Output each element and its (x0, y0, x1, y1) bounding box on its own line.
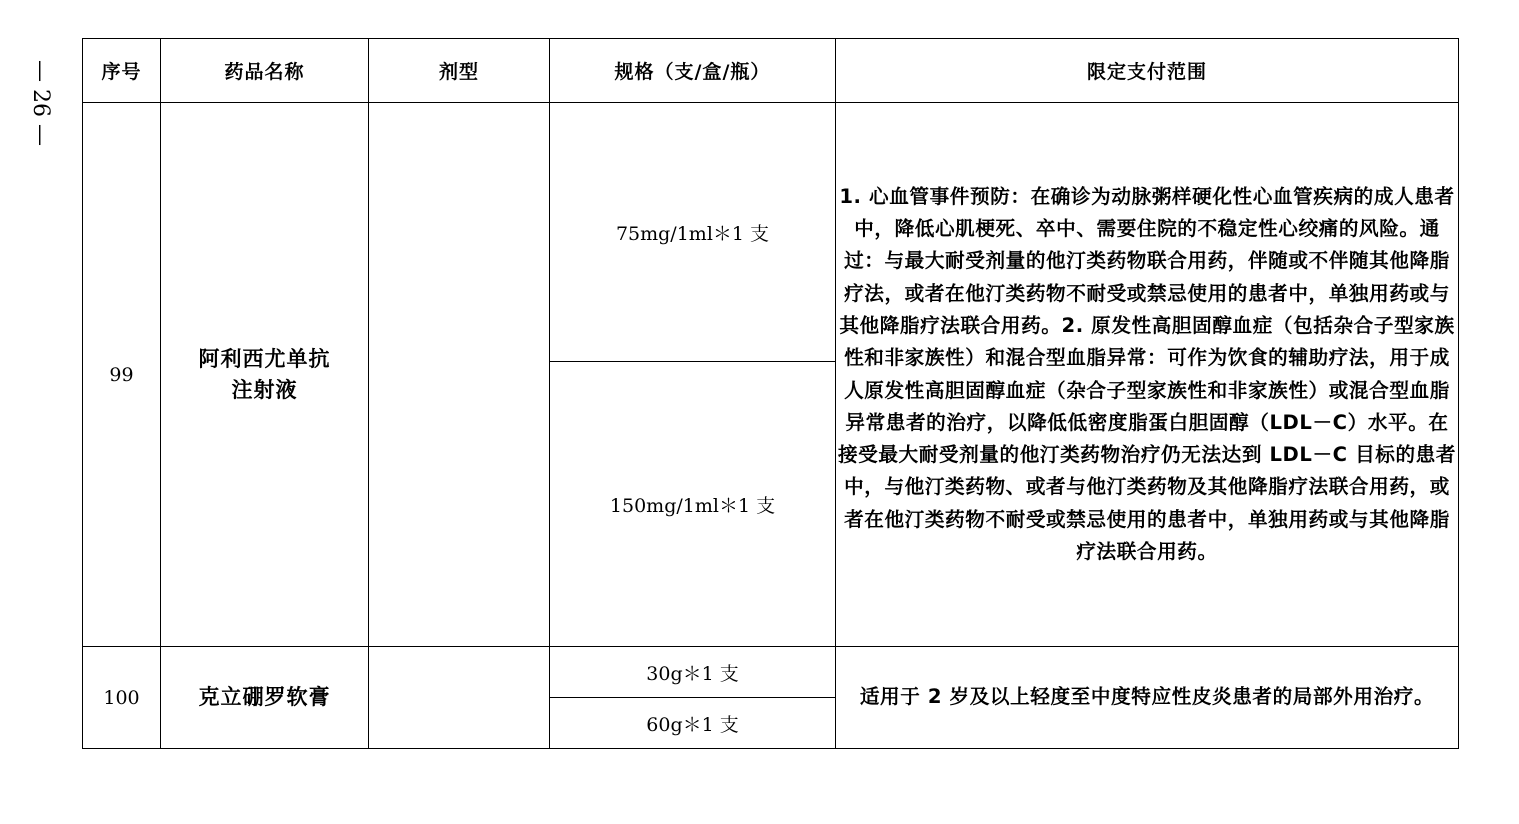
row-dosage-form (369, 647, 550, 749)
row-drug-name-cell (161, 103, 369, 647)
row-dosage-form (369, 103, 550, 647)
row-payment-scope: 适用于 2 岁及以上轻度至中度特应性皮炎患者的局部外用治疗。 (836, 647, 1459, 749)
row-index: 99 (83, 103, 161, 647)
table-row (83, 647, 1459, 698)
header-payment-scope: 限定支付范围 (836, 39, 1459, 103)
row-payment-scope: 1. 心血管事件预防：在确诊为动脉粥样硬化性心血管疾病的成人患者中，降低心肌梗死、卒中、需要住院的不稳定性心绞痛的风险。通过：与最大耐受剂量的他汀类药物联合用药，伴随或不伴随其他降脂疗法，或者在他汀类药物不耐受或禁忌使用的患者中，单独用药或与其他降脂疗法联合用药。2. 原发性高胆固醇血症（包括杂合子型家族性和非家族性）和混合型血脂异常：可作为饮食的辅助疗法，用于成人原发性高胆固醇血症（杂合子型家族性和非家族性）或混合型血脂异常患者的治疗，以降低低密度脂蛋白胆固醇（LDL－C）水平。在接受最大耐受剂量的他汀类药物治疗仍无法达到 LDL－C 目标的患者中，与他汀类药物、或者与他汀类药物及其他降脂疗法联合用药，或者在他汀类药物不耐受或禁忌使用的患者中，单独用药或与其他降脂疗法联合用药。 (836, 103, 1459, 647)
drug-table (82, 38, 1459, 749)
header-index: 序号 (83, 39, 161, 103)
row-drug-name: 阿利西尤单抗注射液 (198, 346, 331, 402)
row-spec: 30g＊1 支 (550, 647, 836, 698)
table-header-row (83, 39, 1459, 103)
row-spec: 60g＊1 支 (550, 698, 836, 749)
row-drug-name: 克立硼罗软膏 (161, 647, 369, 749)
header-dosage-form: 剂型 (369, 39, 550, 103)
table-row (83, 103, 1459, 362)
row-spec: 75mg/1ml＊1 支 (550, 103, 836, 362)
row-spec: 150mg/1ml＊1 支 (550, 362, 836, 647)
page-number-text: — 26 — (28, 60, 53, 146)
row-index: 100 (83, 647, 161, 749)
header-specification: 规格（支/盒/瓶） (550, 39, 836, 103)
header-drug-name: 药品名称 (161, 39, 369, 103)
